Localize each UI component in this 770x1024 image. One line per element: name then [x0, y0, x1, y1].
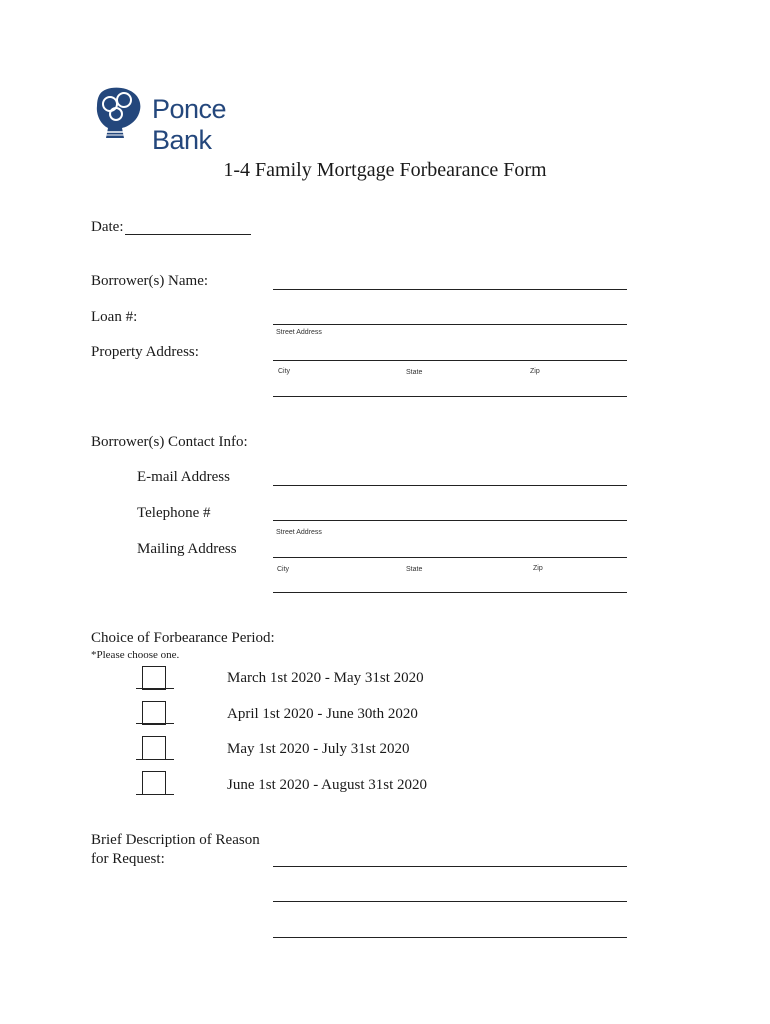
- reason-field-line-3[interactable]: [273, 937, 627, 938]
- mailing-city-state-zip-field[interactable]: [273, 592, 627, 593]
- telephone-label: Telephone #: [137, 505, 211, 521]
- property-city-state-zip-field[interactable]: [273, 396, 627, 397]
- date-label: Date:: [91, 219, 124, 235]
- logo-wordmark: Ponce Bank: [152, 94, 227, 155]
- reason-label-line2: for Request:: [91, 851, 165, 867]
- option-label-3: May 1st 2020 - July 31st 2020: [227, 741, 410, 757]
- property-street-field[interactable]: [273, 360, 627, 361]
- forbearance-period-label: Choice of Forbearance Period:: [91, 630, 275, 646]
- contact-info-label: Borrower(s) Contact Info:: [91, 434, 248, 450]
- option-checkbox-2[interactable]: [142, 701, 166, 725]
- email-field[interactable]: [273, 485, 627, 486]
- property-zip-hint: Zip: [530, 368, 540, 375]
- telephone-field[interactable]: [273, 520, 627, 521]
- checkbox-underline: [136, 723, 174, 724]
- property-street-hint: Street Address: [276, 329, 322, 336]
- reason-label-line1: Brief Description of Reason: [91, 832, 260, 848]
- ponce-bank-logo: [94, 86, 284, 155]
- mailing-street-hint: Street Address: [276, 529, 322, 536]
- reason-field-line-2[interactable]: [273, 901, 627, 902]
- checkbox-underline: [136, 794, 174, 795]
- mailing-street-field[interactable]: [273, 557, 627, 558]
- option-checkbox-1[interactable]: [142, 666, 166, 690]
- option-checkbox-3[interactable]: [142, 736, 166, 760]
- borrower-name-field[interactable]: [273, 289, 627, 290]
- mailing-city-hint: City: [277, 566, 290, 573]
- loan-label: Loan #:: [91, 309, 138, 325]
- property-city-hint: City: [278, 368, 291, 375]
- property-address-label: Property Address:: [91, 344, 199, 360]
- form-title: 1-4 Family Mortgage Forbearance Form: [223, 159, 547, 181]
- option-label-2: April 1st 2020 - June 30th 2020: [227, 706, 418, 722]
- date-field[interactable]: [125, 234, 251, 235]
- option-label-1: March 1st 2020 - May 31st 2020: [227, 670, 424, 686]
- option-label-4: June 1st 2020 - August 31st 2020: [227, 777, 428, 793]
- checkbox-underline: [136, 688, 174, 689]
- reason-field-line-1[interactable]: [273, 866, 627, 867]
- email-label: E-mail Address: [137, 469, 230, 485]
- bank-emblem-icon: [94, 86, 144, 142]
- mailing-state-hint: State: [406, 566, 423, 573]
- mailing-address-label: Mailing Address: [137, 541, 237, 557]
- checkbox-underline: [136, 759, 174, 760]
- borrower-name-label: Borrower(s) Name:: [91, 273, 209, 289]
- forbearance-instruction: *Please choose one.: [91, 649, 180, 661]
- loan-number-field[interactable]: [273, 324, 627, 325]
- option-checkbox-4[interactable]: [142, 771, 166, 795]
- mailing-zip-hint: Zip: [533, 565, 543, 572]
- property-state-hint: State: [406, 369, 423, 376]
